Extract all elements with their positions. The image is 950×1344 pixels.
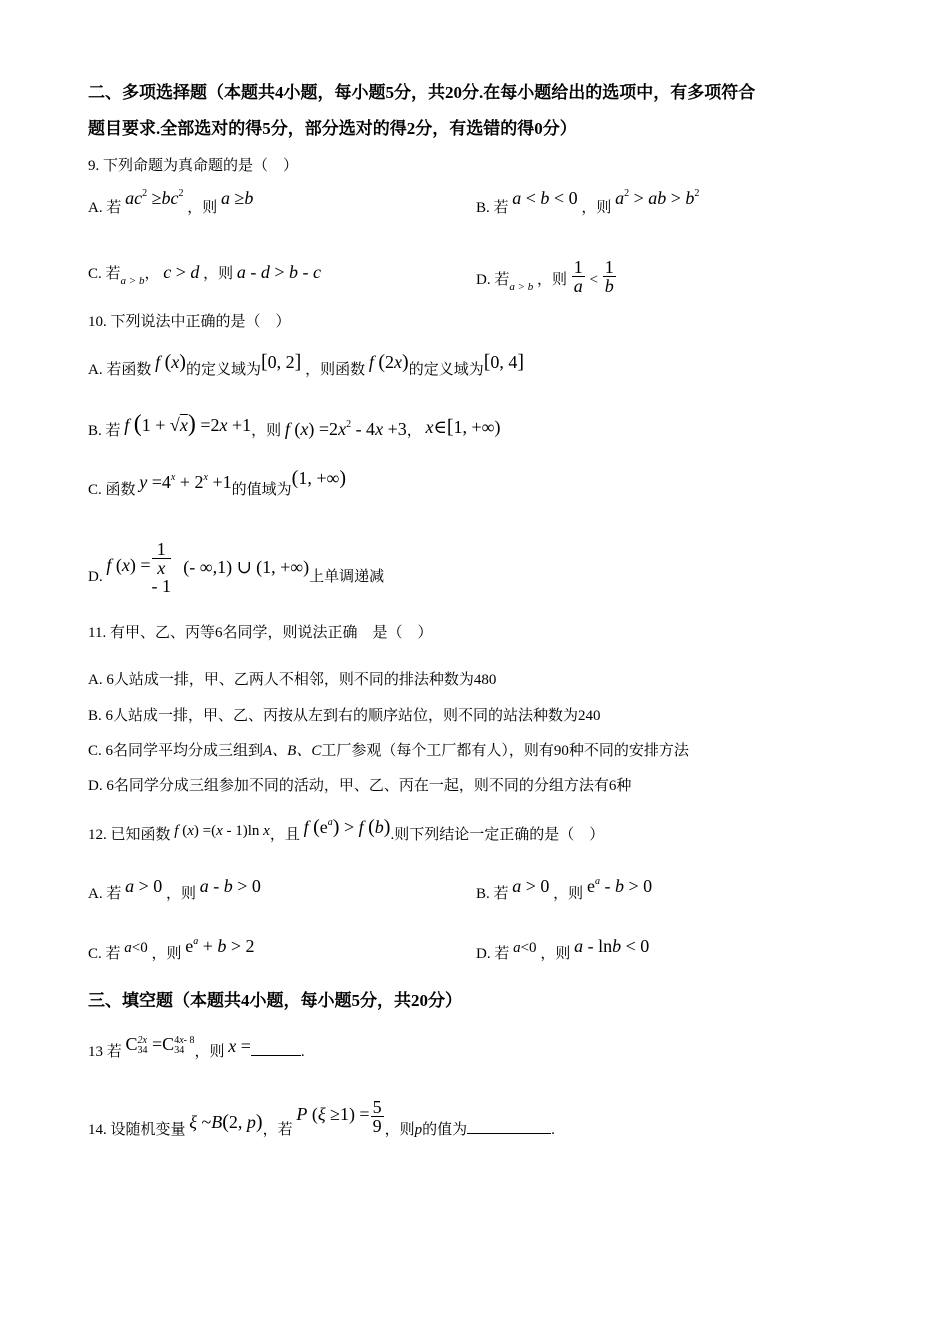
q10-stem: 10. 下列说法中正确的是（ ） [88,314,291,330]
section-2-title-line1: 二、多项选择题（本题共4小题，每小题5分，共20分.在每小题给出的选项中，有多项符合 [88,83,756,102]
q10-option-d: D. f (x) = 1 x - 1 (- ∞,1) ∪ (1, +∞)上单调递减 [88,539,385,596]
q12-option-d: D. 若 a<0 ，则 a - lnb < 0 [476,936,650,962]
q10-option-a: A. 若函数 f (x)的定义域为[0, 2] ，则函数 f (2x)的定义域为[0, 4] [88,351,525,378]
q12-stem: 12. 已知函数 f (x) =(x - 1)ln x，且 f $(e^a) > f$ (b).则下列结论一定正确的是（ ） [88,816,605,843]
q12-option-c: C. 若 a<0 ，则 $e^a + b > 2$ [88,936,255,962]
q11-stem: 11. 有甲、乙、丙等6名同学，则说法正确 是（ ） [88,625,433,641]
section-2-title-line2: 题目要求.全部选对的得5分，部分选对的得2分，有选错的得0分） [88,119,577,138]
q9-option-d: D. 若$_{a > b}$ ，则 $\frac{1}{a}$ < $\frac{1}{b}$ [476,257,614,296]
q11-option-a: A. 6人站成一排，甲、乙两人不相邻，则不同的排法种数为480 [88,672,497,688]
q12-option-a: A. 若 a > 0 ，则 a - b > 0 [88,876,261,902]
q9-stem: 9. 下列命题为真命题的是（ ） [88,158,299,174]
q14: 14. 设随机变量 ξ ~B(2, p)，若 P (ξ ≥1) = $\frac{5}{9}$ ，则p的值为 . [88,1097,555,1138]
q12-option-b: B. 若 a > 0 ，则 $e^a - b > 0$ [476,876,653,902]
q10-option-b: B. 若 f (1 + √x) =2x +1，则 f $(x) =2x^2 - 4x +3$， x∈[1, +∞) [88,411,501,439]
q11-option-b: B. 6人站成一排，甲、乙、丙按从左到右的顺序站位，则不同的站法种数为240 [88,708,601,724]
section-3-title: 三、填空题（本题共4小题，每小题5分，共20分） [88,991,462,1010]
q9-option-a: A. 若 $ac^2 \ge bc^2$ ，则 a ≥b [88,188,254,216]
q9-option-c: C. 若$_{a > b}$， c > d ，则 a - d > b - c [88,262,322,287]
q9-option-b: B. 若 a < b < 0 ，则 $a^2$ > ab > $b^2$ [476,188,700,216]
q11-option-c: C. 6名同学平均分成三组到A、B、C工厂参观（每个工厂都有人），则有90种不同的安排方法 [88,743,689,759]
q10-option-c: C. 函数 $y =4^x + 2^x +1$的值域为(1, +∞) [88,467,346,498]
q11-option-d: D. 6名同学分成三组参加不同的活动，甲、乙、丙在一起，则不同的分组方法有6种 [88,778,632,794]
q13: 13 若 C 2x 34 =C 4x- 8 34 ，则 x = . [88,1034,305,1060]
